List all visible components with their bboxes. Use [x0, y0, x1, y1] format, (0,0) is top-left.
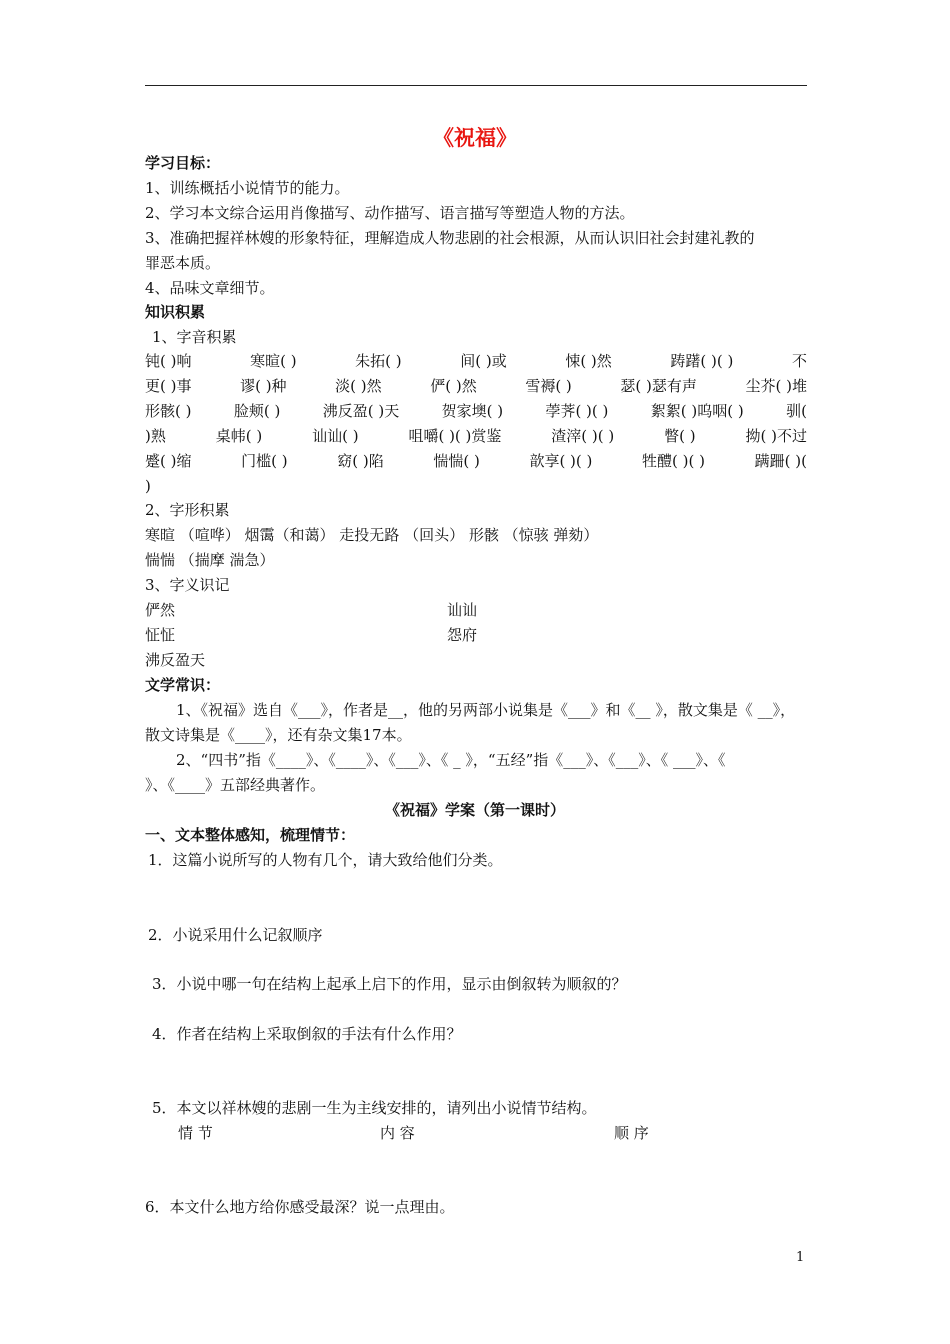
header-rule [145, 85, 807, 86]
question-5: 5．本文以祥林嫂的悲剧一生为主线安排的，请列出小说情节结构。 [152, 1099, 597, 1117]
page-title: 《祝福》 [433, 125, 517, 150]
pron-cell: 寒暄( ) [250, 352, 297, 370]
literature-line: 散文诗集是《____》，还有杂文集17本。 [145, 726, 412, 744]
literature-line: 2、“四书”指《____》、《____》、《___》、《 _ 》，“五经”指《___》、《___》、《 ___》、《 [176, 751, 726, 769]
shape-heading: 2、字形积累 [145, 501, 230, 519]
pron-cell: 悚( )然 [565, 352, 612, 370]
objective-item: 2、学习本文综合运用肖像描写、动作描写、语言描写等塑造人物的方法。 [145, 204, 635, 222]
pron-cell: 歆享( )( ) [529, 452, 593, 470]
pron-cell: 渣滓( )( ) [551, 427, 615, 445]
pron-cell: 拗( )不过 [745, 427, 807, 445]
objective-item: 3、准确把握祥林嫂的形象特征，理解造成人物悲剧的社会根源，从而认识旧社会封建礼教的 [145, 229, 755, 247]
pron-cell: 更( )事 [145, 377, 192, 395]
pron-cell: 脸颊( ) [233, 402, 281, 420]
pron-cell: 瞥( ) [664, 427, 696, 445]
pron-cell: 沸反盈( )天 [322, 402, 400, 420]
pronunciation-row [145, 426, 807, 446]
pron-cell: 尘芥( )堆 [745, 377, 807, 395]
knowledge-heading: 知识积累 [145, 303, 206, 321]
column-plot: 情 节 [178, 1124, 213, 1142]
pron-cell: 淡( )然 [335, 377, 382, 395]
pron-cell: )熟 [145, 427, 166, 445]
pron-cell: 贺家墺( ) [441, 402, 504, 420]
meaning-term: 俨然 [145, 601, 176, 619]
pron-cell: 窈( )陷 [337, 452, 384, 470]
pron-cell: 惴惴( ) [433, 452, 480, 470]
pronunciation-tail: ) [145, 477, 151, 495]
question-1: 1．这篇小说所写的人物有几个，请大致给他们分类。 [148, 851, 503, 869]
question-2: 2．小说采用什么记叙顺序 [148, 926, 323, 944]
pron-cell: 朱拓( ) [355, 352, 402, 370]
pron-cell: 蹒跚( )( [754, 452, 807, 470]
pron-cell: 间( )或 [460, 352, 507, 370]
pronunciation-heading: 1、字音积累 [152, 328, 237, 346]
question-4: 4．作者在结构上采取倒叙的手法有什么作用？ [152, 1025, 462, 1043]
pron-cell: 俨( )然 [430, 377, 477, 395]
meaning-term: 怔怔 [145, 626, 176, 644]
literature-line: 1、《祝福》选自《___》，作者是__，他的另两部小说集是《___》和《__ 》，散文集是《 __》， [176, 701, 796, 719]
objective-item: 1、训练概括小说情节的能力。 [145, 179, 350, 197]
pronunciation-row [145, 376, 807, 396]
objective-item: 4、品味文章细节。 [145, 279, 275, 297]
meaning-term: 怨府 [447, 626, 478, 644]
shape-line: 寒暄 （喧哗） 烟霭（和蔼） 走投无路 （回头） 形骸 （惊骇 弹劾） [145, 526, 599, 544]
objectives-heading: 学习目标： [145, 154, 221, 172]
pron-cell: 钝( )响 [145, 352, 192, 370]
pron-cell: 门槛( ) [241, 452, 288, 470]
literature-line: 》、《____》五部经典著作。 [145, 776, 326, 794]
lesson-subtitle: 《祝福》学案（第一课时） [384, 801, 565, 819]
shape-line: 惴惴 （揣摩 湍急） [145, 551, 275, 569]
pron-cell: 咀嚼( )( )赏鉴 [408, 427, 502, 445]
pron-cell: 不 [791, 352, 807, 370]
pron-cell: 荸荠( )( ) [545, 402, 609, 420]
meaning-heading: 3、字义识记 [145, 576, 230, 594]
pron-cell: 桌帏( ) [215, 427, 263, 445]
literature-heading: 文学常识： [145, 676, 221, 694]
column-content: 内 容 [380, 1124, 415, 1142]
pron-cell: 讪讪( ) [312, 427, 359, 445]
pron-cell: 形骸( ) [145, 402, 192, 420]
pron-cell: 蹙( )缩 [145, 452, 192, 470]
pron-cell: 瑟( )瑟有声 [620, 377, 697, 395]
objective-item: 罪恶本质。 [145, 254, 221, 272]
page-number: 1 [796, 1250, 805, 1265]
pron-cell: 谬( )种 [240, 377, 287, 395]
question-6: 6．本文什么地方给你感受最深？说一点理由。 [145, 1198, 455, 1216]
meaning-term: 沸反盈天 [145, 651, 206, 669]
column-order: 顺 序 [614, 1124, 649, 1142]
pronunciation-row [145, 351, 807, 371]
meaning-term: 讪讪 [447, 601, 478, 619]
pron-cell: 踌躇( )( ) [670, 352, 734, 370]
pronunciation-row [145, 451, 807, 471]
pron-cell: 牲醴( )( ) [642, 452, 705, 470]
section-heading: 一、文本整体感知，梳理情节： [145, 826, 356, 844]
pron-cell: 雪褥( ) [525, 377, 572, 395]
question-3: 3．小说中哪一句在结构上起承上启下的作用，显示由倒叙转为顺叙的？ [152, 975, 627, 993]
pronunciation-row [145, 401, 807, 421]
pron-cell: 絮絮( )呜咽( ) [650, 402, 744, 420]
pron-cell: 驯( [786, 402, 807, 420]
